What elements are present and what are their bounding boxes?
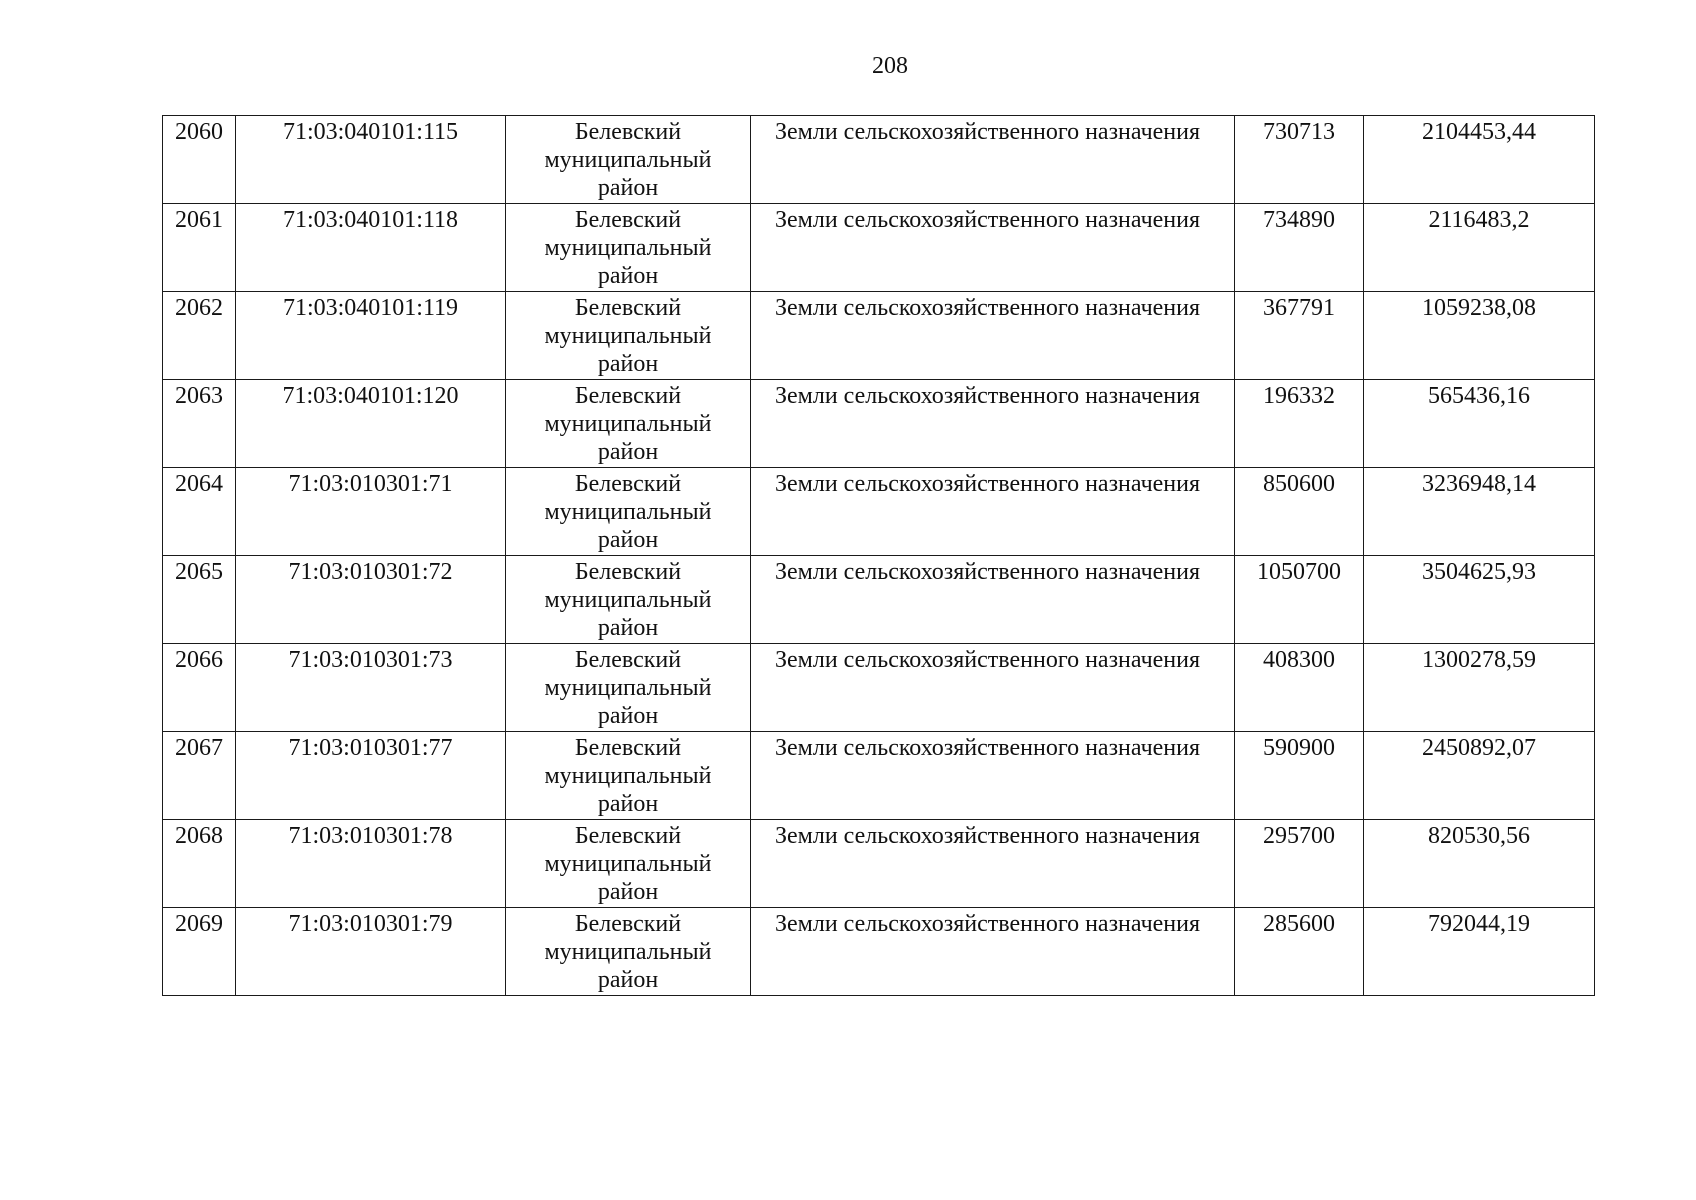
municipality-line: муниципальный: [544, 411, 712, 437]
municipality-line: муниципальный: [544, 939, 712, 965]
municipality-line: муниципальный: [544, 763, 712, 789]
cadastral-number: 71:03:010301:79: [236, 908, 506, 996]
cadastral-value: 820530,56: [1364, 820, 1595, 908]
row-number: 2060: [163, 116, 236, 204]
table-row: [163, 820, 1595, 908]
row-number: 2064: [163, 468, 236, 556]
cadastral-number: 71:03:010301:71: [236, 468, 506, 556]
cadastral-value: 1059238,08: [1364, 292, 1595, 380]
municipality-line: Белевский: [574, 823, 682, 849]
row-number: 2066: [163, 644, 236, 732]
municipality-line: муниципальный: [544, 675, 712, 701]
cadastral-value: 3236948,14: [1364, 468, 1595, 556]
area-value: 408300: [1235, 644, 1364, 732]
table-row: [163, 380, 1595, 468]
cadastral-number: 71:03:010301:73: [236, 644, 506, 732]
cadastral-value: 2450892,07: [1364, 732, 1595, 820]
municipality: [506, 204, 751, 292]
land-category: Земли сельскохозяйственного назначения: [751, 644, 1235, 732]
land-category: Земли сельскохозяйственного назначения: [751, 556, 1235, 644]
municipality-line: Белевский: [574, 471, 682, 497]
row-number: 2065: [163, 556, 236, 644]
land-category: Земли сельскохозяйственного назначения: [751, 908, 1235, 996]
cadastral-number: 71:03:040101:119: [236, 292, 506, 380]
area-value: 295700: [1235, 820, 1364, 908]
table-row: [163, 556, 1595, 644]
cadastral-number: 71:03:010301:77: [236, 732, 506, 820]
municipality-line: Белевский: [574, 119, 682, 145]
municipality-line: район: [597, 615, 659, 641]
municipality: [506, 116, 751, 204]
cadastral-value: 1300278,59: [1364, 644, 1595, 732]
municipality: [506, 556, 751, 644]
municipality-line: муниципальный: [544, 851, 712, 877]
area-value: 1050700: [1235, 556, 1364, 644]
land-category: Земли сельскохозяйственного назначения: [751, 292, 1235, 380]
municipality-line: район: [597, 439, 659, 465]
area-value: 196332: [1235, 380, 1364, 468]
area-value: 734890: [1235, 204, 1364, 292]
table-row: [163, 204, 1595, 292]
land-category: Земли сельскохозяйственного назначения: [751, 732, 1235, 820]
municipality-line: Белевский: [574, 911, 682, 937]
municipality-line: район: [597, 703, 659, 729]
table-row: [163, 292, 1595, 380]
page-number: 208: [872, 53, 908, 79]
municipality-line: район: [597, 967, 659, 993]
municipality-line: Белевский: [574, 207, 682, 233]
municipality-line: Белевский: [574, 559, 682, 585]
municipality: [506, 908, 751, 996]
cadastral-value: 565436,16: [1364, 380, 1595, 468]
table-row: [163, 908, 1595, 996]
municipality-line: Белевский: [574, 647, 682, 673]
land-register-table: [162, 115, 1595, 996]
area-value: 590900: [1235, 732, 1364, 820]
cadastral-value: 3504625,93: [1364, 556, 1595, 644]
row-number: 2069: [163, 908, 236, 996]
area-value: 285600: [1235, 908, 1364, 996]
land-category: Земли сельскохозяйственного назначения: [751, 468, 1235, 556]
row-number: 2062: [163, 292, 236, 380]
municipality-line: район: [597, 263, 659, 289]
row-number: 2063: [163, 380, 236, 468]
municipality-line: муниципальный: [544, 587, 712, 613]
land-category: Земли сельскохозяйственного назначения: [751, 204, 1235, 292]
municipality: [506, 732, 751, 820]
municipality-line: Белевский: [574, 295, 682, 321]
municipality-line: муниципальный: [544, 235, 712, 261]
municipality-line: Белевский: [574, 383, 682, 409]
municipality-line: муниципальный: [544, 147, 712, 173]
land-category: Земли сельскохозяйственного назначения: [751, 116, 1235, 204]
table-row: [163, 644, 1595, 732]
row-number: 2061: [163, 204, 236, 292]
municipality: [506, 820, 751, 908]
cadastral-value: 2104453,44: [1364, 116, 1595, 204]
table-body: [163, 116, 1595, 996]
municipality-line: муниципальный: [544, 323, 712, 349]
municipality: [506, 644, 751, 732]
table-row: [163, 116, 1595, 204]
area-value: 730713: [1235, 116, 1364, 204]
cadastral-number: 71:03:040101:118: [236, 204, 506, 292]
land-category: Земли сельскохозяйственного назначения: [751, 380, 1235, 468]
table-row: [163, 732, 1595, 820]
table-row: [163, 468, 1595, 556]
cadastral-value: 792044,19: [1364, 908, 1595, 996]
cadastral-number: 71:03:040101:120: [236, 380, 506, 468]
area-value: 367791: [1235, 292, 1364, 380]
municipality-line: район: [597, 351, 659, 377]
municipality-line: район: [597, 527, 659, 553]
municipality-line: муниципальный: [544, 499, 712, 525]
municipality: [506, 292, 751, 380]
land-category: Земли сельскохозяйственного назначения: [751, 820, 1235, 908]
municipality: [506, 468, 751, 556]
row-number: 2068: [163, 820, 236, 908]
municipality-line: район: [597, 879, 659, 905]
cadastral-value: 2116483,2: [1364, 204, 1595, 292]
cadastral-number: 71:03:010301:72: [236, 556, 506, 644]
cadastral-number: 71:03:010301:78: [236, 820, 506, 908]
cadastral-number: 71:03:040101:115: [236, 116, 506, 204]
municipality-line: район: [597, 791, 659, 817]
area-value: 850600: [1235, 468, 1364, 556]
municipality: [506, 380, 751, 468]
municipality-line: Белевский: [574, 735, 682, 761]
municipality-line: район: [597, 175, 659, 201]
row-number: 2067: [163, 732, 236, 820]
